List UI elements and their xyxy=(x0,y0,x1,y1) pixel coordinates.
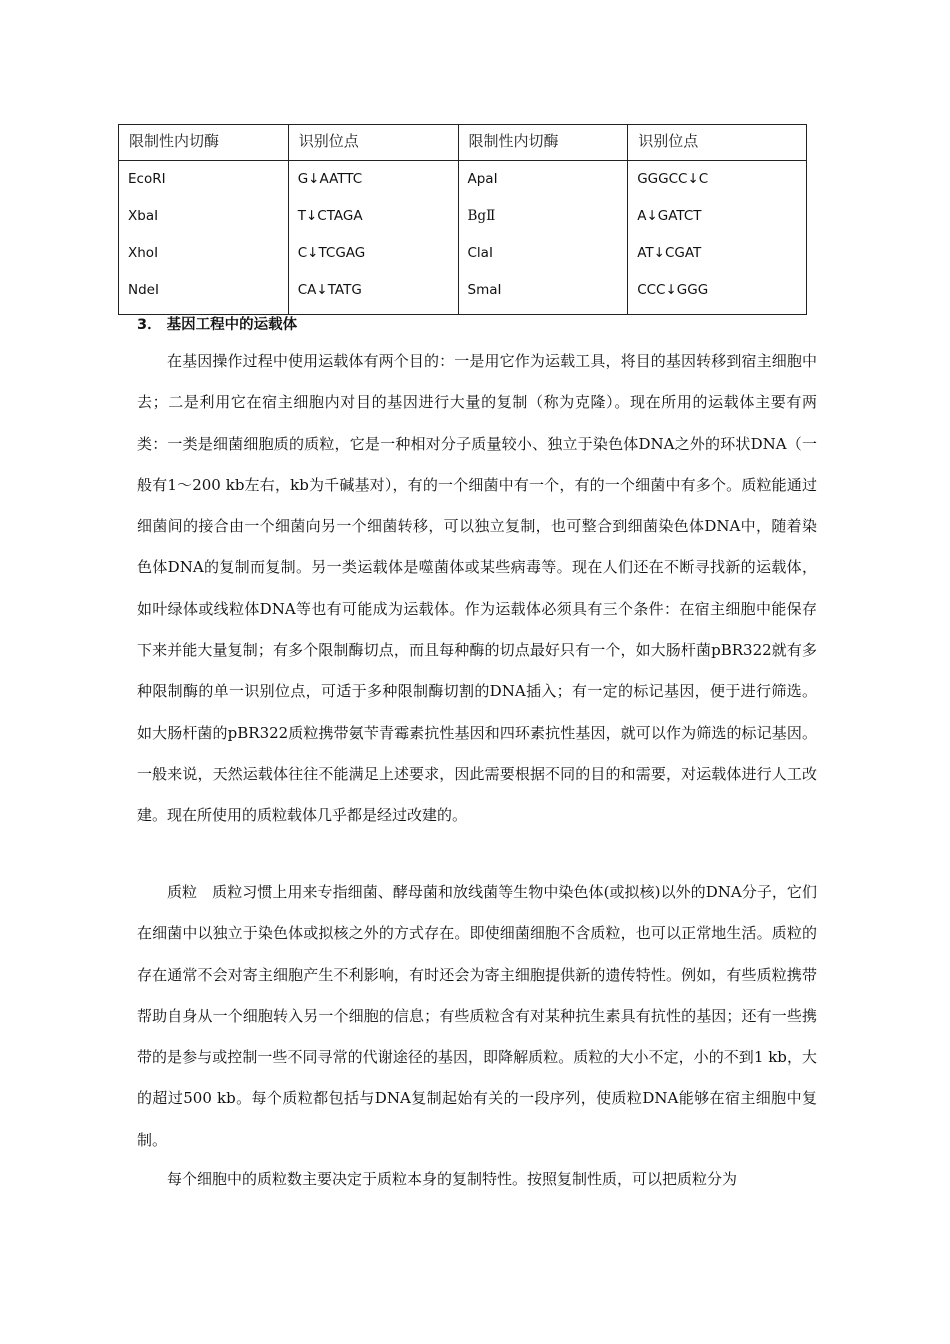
right-site-cell xyxy=(628,161,807,315)
left-enzyme-cell xyxy=(119,161,289,315)
header-enzyme-left: 限制性内切酶 xyxy=(119,125,289,161)
recognition-site: A↓GATCT xyxy=(637,208,702,224)
header-site-left: 识别位点 xyxy=(288,125,458,161)
recognition-site: CCC↓GGG xyxy=(637,282,709,298)
enzyme-name: SmaI xyxy=(467,282,502,298)
left-site-cell xyxy=(288,161,458,315)
enzyme-name: EcoRI xyxy=(128,171,166,187)
recognition-site: T↓CTAGA xyxy=(297,208,363,224)
recognition-site: G↓AATTC xyxy=(297,171,363,187)
recognition-site: CA↓TATG xyxy=(297,282,362,298)
enzyme-name: ApaI xyxy=(467,171,498,187)
enzyme-name: XbaI xyxy=(128,208,159,224)
restriction-enzyme-table xyxy=(118,124,807,315)
enzyme-name: XhoI xyxy=(128,245,159,261)
table-row xyxy=(119,161,807,315)
table-header-row xyxy=(119,125,807,161)
header-site-right: 识别位点 xyxy=(628,125,807,161)
paragraph-copy-number: 每个细胞中的质粒数主要决定于质粒本身的复制特性。按照复制性质，可以把质粒分为 xyxy=(167,1170,738,1188)
section-heading: 3． 基因工程中的运载体 xyxy=(137,317,298,333)
right-enzyme-cell xyxy=(458,161,628,315)
paragraph-vectors: 在基因操作过程中使用运载体有两个目的：一是用它作为运载工具，将目的基因转移到宿主细胞中去；二是利用它在宿主细胞内对目的基因进行大量的复制（称为克隆）。现在所用的运载体主要有两类：一类是细菌细胞质的质粒，它是一种相对分子质量较小、独立于染色体DNA之外的环状DNA（一般有1～200 kb左右，kb为千碱基对），有的一个细菌中有一个，有的一个细菌中有多个。质粒能通过细菌间的接合由一个细菌向另一个细菌转移，可以独立复制，也可整合到细菌染色体DNA中，随着染色体DNA的复制而复制。另一类运载体是噬菌体或某些病毒等。现在人们还在不断寻找新的运载体，如叶绿体或线粒体DNA等也有可能成为运载体。作为运载体必须具有三个条件：在宿主细胞中能保存下来并能大量复制；有多个限制酶切点，而且每种酶的切点最好只有一个，如大肠杆菌pBR322就有多种限制酶的单一识别位点，可适于多种限制酶切割的DNA插入；有一定的标记基因，便于进行筛选。如大肠杆菌的pBR322质粒携带氨苄青霉素抗性基因和四环素抗性基因，就可以作为筛选的标记基因。一般来说，天然运载体往往不能满足上述要求，因此需要根据不同的目的和需要，对运载体进行人工改建。现在所使用的质粒载体几乎都是经过改建的。 xyxy=(137,352,817,825)
paragraph-plasmid: 质粒 质粒习惯上用来专指细菌、酵母菌和放线菌等生物中染色体(或拟核)以外的DNA分子，它们在细菌中以独立于染色体或拟核之外的方式存在。即使细菌细胞不含质粒，也可以正常地生活。质粒的存在通常不会对寄主细胞产生不利影响，有时还会为寄主细胞提供新的遗传特性。例如，有些质粒携带帮助自身从一个细胞转入另一个细胞的信息；有些质粒含有对某种抗生素具有抗性的基因；还有一些携带的是参与或控制一些不同寻常的代谢途径的基因，即降解质粒。质粒的大小不定，小的不到1 kb，大的超过500 kb。每个质粒都包括与DNA复制起始有关的一段序列，使质粒DNA能够在宿主细胞中复制。 xyxy=(137,883,817,1149)
recognition-site: AT↓CGAT xyxy=(637,245,702,261)
recognition-site: GGGCC↓C xyxy=(637,171,709,187)
enzyme-name: ClaI xyxy=(467,245,493,261)
enzyme-name: BgⅡ xyxy=(467,208,496,224)
header-enzyme-right: 限制性内切酶 xyxy=(458,125,628,161)
recognition-site: C↓TCGAG xyxy=(297,245,366,261)
enzyme-name: NdeI xyxy=(128,282,159,298)
